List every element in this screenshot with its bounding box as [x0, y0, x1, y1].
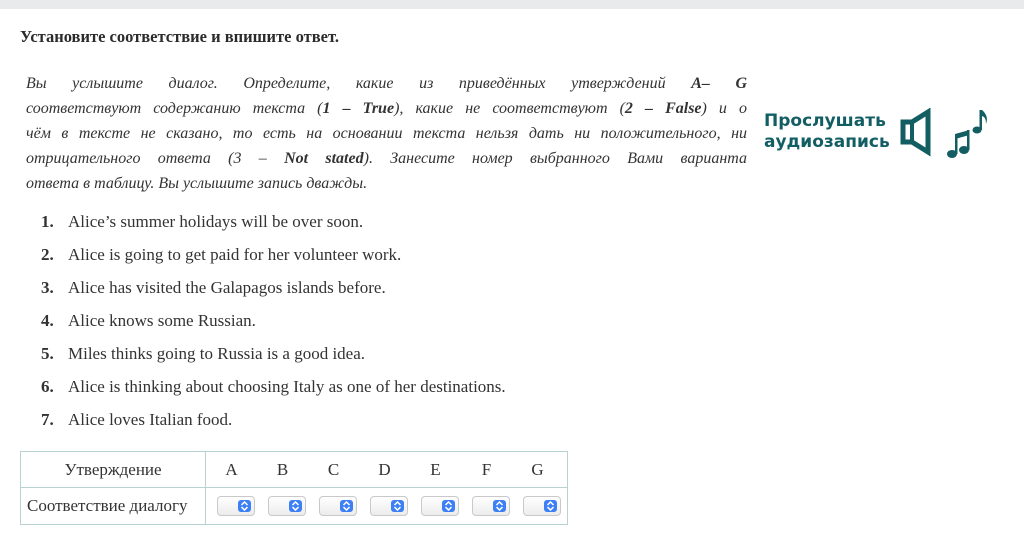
- letter-d: D: [378, 459, 391, 479]
- instruction-line-3: чём в тексте не сказано, то есть на основании текста нельзя дать ни положительного, ни: [26, 125, 747, 142]
- answer-select-d[interactable]: [370, 496, 408, 516]
- statements-list: [41, 209, 641, 440]
- table-header-row: [21, 452, 568, 488]
- task-instruction: [26, 71, 747, 196]
- instruction-line-2: соответствуют содержанию текста (1 – True), какие не соответствуют (2 – False) и о: [26, 100, 747, 117]
- answer-table: [20, 451, 568, 525]
- instruction-line-1: Вы услышите диалог. Определите, какие из приведённых утверждений A– G: [26, 75, 747, 92]
- table-answer-row: [21, 488, 568, 525]
- letter-e: E: [430, 459, 441, 479]
- letter-a: A: [225, 459, 238, 479]
- task-heading: Установите соответствие и впишите ответ.: [20, 27, 339, 46]
- play-audio-button[interactable]: [764, 108, 994, 164]
- answer-selects: [206, 488, 568, 525]
- list-item: 4. Alice knows some Russian.: [41, 311, 256, 330]
- letter-g: G: [531, 459, 544, 479]
- statement-header: Утверждение: [21, 452, 206, 488]
- answer-select-b[interactable]: [268, 496, 306, 516]
- letter-c: C: [327, 459, 340, 479]
- list-item: 1. Alice’s summer holidays will be over soon.: [41, 212, 364, 231]
- answer-select-a[interactable]: [217, 496, 255, 516]
- list-item: 7. Alice loves Italian food.: [41, 410, 233, 429]
- play-audio-label: Прослушать аудиозапись: [764, 111, 890, 152]
- chevron-up-down-icon: [238, 500, 251, 512]
- instruction-line-4: отрицательного ответа (3 – Not stated). Занесите номер выбранного Вами варианта: [26, 150, 747, 167]
- chevron-up-down-icon: [493, 500, 506, 512]
- list-item: 5. Miles thinks going to Russia is a good idea.: [41, 344, 366, 363]
- chevron-up-down-icon: [340, 500, 353, 512]
- answer-select-c[interactable]: [319, 496, 357, 516]
- list-item: 3. Alice has visited the Galapagos islands before.: [41, 278, 386, 297]
- letter-f: F: [481, 459, 492, 479]
- list-item: 6. Alice is thinking about choosing Italy as one of her destinations.: [41, 377, 506, 396]
- answer-select-g[interactable]: [523, 496, 561, 516]
- speaker-music-icon: [898, 108, 990, 164]
- answer-select-e[interactable]: [421, 496, 459, 516]
- list-item: 2. Alice is going to get paid for her volunteer work.: [41, 245, 402, 264]
- match-label: Соответствие диалогу: [21, 488, 206, 525]
- top-bar: [0, 0, 1024, 9]
- chevron-up-down-icon: [544, 500, 557, 512]
- letter-headers: [206, 452, 568, 488]
- chevron-up-down-icon: [442, 500, 455, 512]
- chevron-up-down-icon: [289, 500, 302, 512]
- chevron-up-down-icon: [391, 500, 404, 512]
- answer-select-f[interactable]: [472, 496, 510, 516]
- letter-b: B: [276, 459, 289, 479]
- instruction-line-5: ответа в таблицу. Вы услышите запись дважды.: [26, 175, 368, 192]
